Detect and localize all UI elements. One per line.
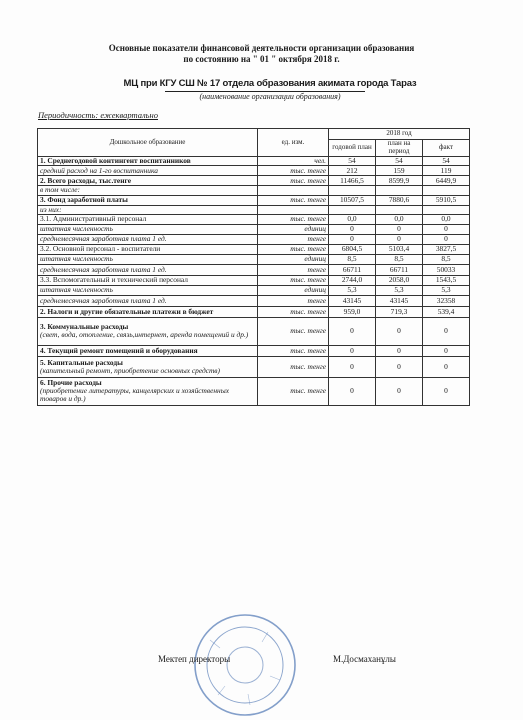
row-fact: 32358: [423, 295, 470, 306]
table-row: [38, 244, 470, 254]
row-plan-period: 0: [376, 317, 423, 345]
row-label: [38, 234, 258, 244]
report-title-line1: Основные показатели финансовой деятельности организации образования: [108, 43, 415, 53]
row-note: (приобретение литературы, канцелярских и хозяйственных товаров и др.): [40, 386, 230, 404]
table-row: [38, 166, 470, 176]
row-plan-year: 54: [329, 157, 376, 166]
row-plan-period: 0: [376, 345, 423, 356]
row-unit: чел.: [258, 157, 329, 166]
row-unit: единиц: [258, 254, 329, 264]
table-row: [38, 377, 470, 405]
table-body: [38, 157, 470, 406]
row-plan-year: 959,0: [329, 306, 376, 317]
row-label: [38, 166, 258, 176]
periodicity: Периодичность: ежеквартально: [38, 110, 159, 120]
row-plan-period: 5,3: [376, 285, 423, 295]
row-fact: 50033: [423, 264, 470, 275]
financial-indicators-table: [37, 128, 470, 406]
row-plan-period: 54: [376, 157, 423, 166]
table-row: [38, 157, 470, 166]
row-label-text: среднемесячная заработная плата 1 ед.: [40, 234, 167, 244]
row-fact: 0: [423, 224, 470, 234]
row-plan-period: [376, 205, 423, 214]
row-plan-year: 212: [329, 166, 376, 176]
row-label: [38, 285, 258, 295]
row-label-text: средний расход на 1-го воспитанника: [40, 165, 158, 175]
row-fact: 1543,5: [423, 275, 470, 285]
header-plan-period: план на период: [376, 140, 423, 157]
header-fact: факт: [423, 140, 470, 157]
row-label-text: штатная численность: [40, 224, 113, 234]
row-unit: тыс. тенге: [258, 345, 329, 356]
row-unit: тыс. тенге: [258, 214, 329, 224]
row-fact: 0,0: [423, 214, 470, 224]
row-plan-year: 0: [329, 234, 376, 244]
row-label-text: 1. Среднегодовой контингент воспитанников: [40, 156, 191, 165]
row-unit: [258, 205, 329, 214]
row-label: [38, 306, 258, 317]
row-label: [38, 157, 258, 166]
row-label-text: 6. Прочие расходы: [40, 377, 102, 387]
header-name: Дошкольное образование: [38, 129, 258, 157]
table-row: [38, 214, 470, 224]
row-label: [38, 244, 258, 254]
table-row: [38, 195, 470, 205]
row-plan-period: 7880,6: [376, 195, 423, 205]
row-label: [38, 254, 258, 264]
table-row: [38, 356, 470, 377]
table-row: [38, 176, 470, 186]
row-plan-year: 0: [329, 356, 376, 377]
row-plan-year: [329, 186, 376, 195]
row-label-text: в том числе:: [40, 185, 81, 195]
row-label: [38, 275, 258, 285]
row-unit: единиц: [258, 285, 329, 295]
row-fact: 5910,5: [423, 195, 470, 205]
row-fact: 539,4: [423, 306, 470, 317]
row-unit: тенге: [258, 264, 329, 275]
row-plan-year: 0: [329, 377, 376, 405]
table-row: [38, 186, 470, 195]
table-row: [38, 306, 470, 317]
row-unit: тыс. тенге: [258, 275, 329, 285]
row-plan-period: 0: [376, 224, 423, 234]
row-plan-period: 0: [376, 377, 423, 405]
row-plan-year: 0: [329, 317, 376, 345]
row-label: [38, 295, 258, 306]
report-title-line2: по состоянию на " 01 " октября 2018 г.: [183, 54, 340, 64]
organization-caption: (наименование организации образования): [199, 92, 341, 101]
row-plan-period: 5103,4: [376, 244, 423, 254]
row-fact: 54: [423, 157, 470, 166]
row-unit: тыс. тенге: [258, 244, 329, 254]
row-label-text: штатная численность: [40, 285, 113, 295]
stamp-seal-icon: [190, 610, 300, 720]
row-plan-period: 0,0: [376, 214, 423, 224]
row-label-text: 4. Текущий ремонт помещений и оборудования: [40, 345, 198, 355]
row-plan-year: 43145: [329, 295, 376, 306]
row-fact: 8,5: [423, 254, 470, 264]
row-label-text: 3.3. Вспомогательный и технический персонал: [40, 275, 188, 285]
row-unit: тыс. тенге: [258, 317, 329, 345]
row-label: [38, 377, 258, 405]
header-year: 2018 год: [329, 129, 470, 140]
row-plan-period: 159: [376, 166, 423, 176]
row-fact: 0: [423, 377, 470, 405]
row-label-text: среднемесячная заработная плата 1 ед.: [40, 264, 167, 274]
table-row: [38, 295, 470, 306]
row-label-text: 5. Капитальные расходы: [40, 357, 123, 367]
row-plan-period: 0: [376, 234, 423, 244]
row-label-text: 2. Всего расходы, тыс.тенге: [40, 175, 132, 185]
table-row: [38, 317, 470, 345]
row-plan-year: 8,5: [329, 254, 376, 264]
row-label-text: 3. Коммунальные расходы: [40, 322, 129, 332]
row-unit: тыс. тенге: [258, 166, 329, 176]
row-plan-year: 5,3: [329, 285, 376, 295]
row-label-text: 3.2. Основной персонал - воспитатели: [40, 244, 161, 254]
organization-name: МЦ при КГУ СШ № 17 отдела образования акимата города Тараз: [123, 78, 417, 89]
signature-title: Мектеп директоры: [158, 654, 231, 664]
row-label-text: штатная численность: [40, 254, 113, 264]
row-label: [38, 317, 258, 345]
row-label-text: 3.1. Административный персонал: [40, 214, 147, 224]
row-plan-year: 6804,5: [329, 244, 376, 254]
header-unit: ед. изм.: [258, 129, 329, 157]
row-label: [38, 214, 258, 224]
row-note: (капительный ремонт, приобретение основных средств): [40, 365, 220, 375]
row-note: (свет, вода, отопление, связь,интернет, аренда помещений и др.): [40, 330, 249, 340]
header-plan-year: годовой план: [329, 140, 376, 157]
row-fact: 0: [423, 356, 470, 377]
row-plan-year: 11466,5: [329, 176, 376, 186]
row-unit: тыс. тенге: [258, 377, 329, 405]
row-label-text: среднемесячная заработная плата 1 ед.: [40, 295, 167, 305]
table-row: [38, 264, 470, 275]
row-plan-year: 0: [329, 224, 376, 234]
table-row: [38, 224, 470, 234]
row-plan-period: 66711: [376, 264, 423, 275]
row-label: [38, 176, 258, 186]
row-plan-period: 719,3: [376, 306, 423, 317]
row-fact: 5,3: [423, 285, 470, 295]
row-plan-year: 0: [329, 345, 376, 356]
row-fact: 3827,5: [423, 244, 470, 254]
row-unit: [258, 186, 329, 195]
row-fact: 0: [423, 345, 470, 356]
row-unit: тенге: [258, 295, 329, 306]
row-fact: [423, 205, 470, 214]
row-unit: тыс. тенге: [258, 356, 329, 377]
row-plan-year: 0,0: [329, 214, 376, 224]
row-plan-period: 0: [376, 356, 423, 377]
row-label-text: 2. Налоги и другие обязательные платежи в бюджет: [40, 306, 214, 316]
row-plan-period: 2058,0: [376, 275, 423, 285]
table-row: [38, 254, 470, 264]
row-plan-year: 2744,0: [329, 275, 376, 285]
row-unit: тыс. тенге: [258, 195, 329, 205]
row-plan-period: [376, 186, 423, 195]
row-plan-year: 10507,5: [329, 195, 376, 205]
row-fact: 6449,9: [423, 176, 470, 186]
row-unit: тенге: [258, 234, 329, 244]
row-label: [38, 356, 258, 377]
row-unit: единиц: [258, 224, 329, 234]
table-row: [38, 345, 470, 356]
row-label: [38, 186, 258, 195]
row-label: [38, 345, 258, 356]
row-plan-year: [329, 205, 376, 214]
row-fact: 0: [423, 234, 470, 244]
row-label: [38, 195, 258, 205]
row-label: [38, 205, 258, 214]
row-label: [38, 224, 258, 234]
row-plan-period: 43145: [376, 295, 423, 306]
row-fact: [423, 186, 470, 195]
table-row: [38, 275, 470, 285]
signature-name: М.Досмаханұлы: [333, 654, 396, 664]
row-unit: тыс. тенге: [258, 306, 329, 317]
row-unit: тыс. тенге: [258, 176, 329, 186]
row-fact: 0: [423, 317, 470, 345]
row-plan-period: 8599,9: [376, 176, 423, 186]
row-fact: 119: [423, 166, 470, 176]
row-plan-year: 66711: [329, 264, 376, 275]
row-label-text: 3. Фонд заработной платы: [40, 195, 128, 204]
table-row: [38, 205, 470, 214]
table-row: [38, 234, 470, 244]
row-plan-period: 8,5: [376, 254, 423, 264]
table-row: [38, 285, 470, 295]
row-label: [38, 264, 258, 275]
row-label-text: из них:: [40, 205, 62, 214]
